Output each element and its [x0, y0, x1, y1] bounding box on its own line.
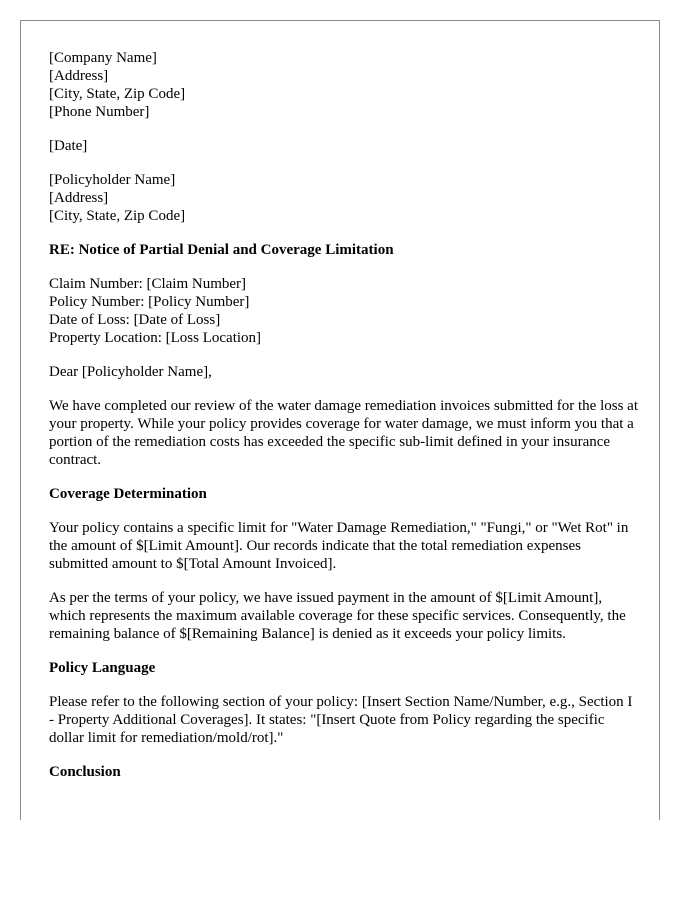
coverage-determination-paragraph-2: As per the terms of your policy, we have issued payment in the amount of $[Limit Amount], which represents the maximum available coverage for these specific services. Consequently, the remaining balance of $[Remaining Balance] is denied as it exceeds your policy limits. [49, 590, 626, 642]
sender-city-state-zip: [City, State, Zip Code] [49, 86, 186, 102]
claim-details-block [49, 275, 641, 347]
sender-address: [Address] [49, 68, 109, 84]
recipient-city-state-zip: [City, State, Zip Code] [49, 208, 186, 224]
sender-block [49, 49, 641, 121]
sender-company-name: [Company Name] [49, 50, 157, 66]
conclusion-heading: Conclusion [49, 764, 121, 780]
recipient-name: [Policyholder Name] [49, 172, 176, 188]
policy-number: Policy Number: [Policy Number] [49, 294, 250, 310]
intro-paragraph: We have completed our review of the water damage remediation invoices submitted for the loss at your property. While your policy provides coverage for water damage, we must inform you that a portion of the remediation costs has exceeded the specific sub-limit defined in your insurance contract. [49, 398, 639, 468]
subject-line: RE: Notice of Partial Denial and Coverage Limitation [49, 242, 394, 258]
letter-date: [Date] [49, 138, 88, 154]
coverage-determination-heading: Coverage Determination [49, 486, 207, 502]
policy-language-heading: Policy Language [49, 660, 156, 676]
property-location: Property Location: [Loss Location] [49, 330, 262, 346]
letter-body [49, 49, 641, 797]
salutation: Dear [Policyholder Name], [49, 364, 212, 380]
date-of-loss: Date of Loss: [Date of Loss] [49, 312, 221, 328]
date-block [49, 137, 641, 155]
recipient-address: [Address] [49, 190, 109, 206]
recipient-block [49, 171, 641, 225]
claim-number: Claim Number: [Claim Number] [49, 276, 247, 292]
sender-phone: [Phone Number] [49, 104, 150, 120]
policy-language-paragraph: Please refer to the following section of your policy: [Insert Section Name/Number, e.g., Section I - Property Additional Coverages]. It states: "[Insert Quote from Policy regarding the specific dollar limit for remediation/mold/rot]." [49, 694, 633, 746]
letter-page [20, 20, 660, 820]
coverage-determination-paragraph-1: Your policy contains a specific limit for "Water Damage Remediation," "Fungi," or "Wet Rot" in the amount of $[Limit Amount]. Our records indicate that the total remediation expenses submitted amount to $[Total Amount Invoiced]. [49, 520, 629, 572]
